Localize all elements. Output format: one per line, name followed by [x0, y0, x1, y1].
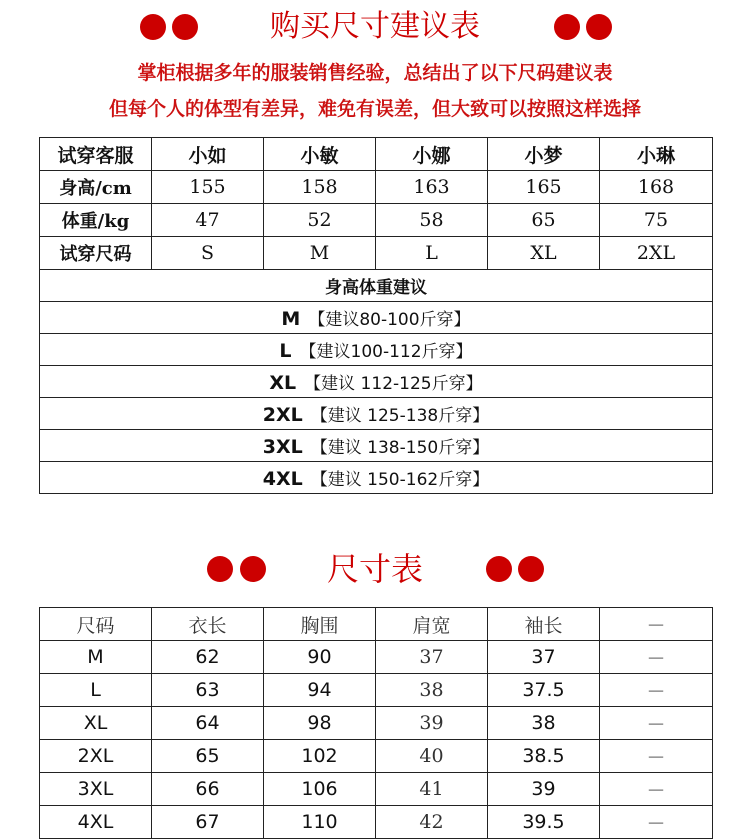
table-cell: 67: [152, 806, 264, 839]
table-cell: －: [600, 641, 713, 674]
header-cell: 衣长: [152, 608, 264, 641]
table-cell: 58: [376, 204, 488, 237]
recommendation-cell: [40, 462, 713, 494]
table-cell: 65: [152, 740, 264, 773]
recommendation-title-row: [40, 270, 713, 302]
table-cell: 90: [264, 641, 376, 674]
recommendation-cell: [40, 302, 713, 334]
table-header-row: [40, 138, 713, 171]
table-cell: 39: [376, 707, 488, 740]
table-cell: －: [600, 740, 713, 773]
table-row: [40, 806, 713, 839]
table-row: [40, 171, 713, 204]
recommendation-title: 身高体重建议: [40, 270, 713, 302]
table-cell: 102: [264, 740, 376, 773]
recommendation-row: [40, 462, 713, 494]
recommendation-row: [40, 430, 713, 462]
recommendation-row: [40, 366, 713, 398]
table-cell: 37: [488, 641, 600, 674]
table-cell: 2XL: [40, 740, 152, 773]
table-cell: 110: [264, 806, 376, 839]
size-chart-title-row: [0, 543, 750, 593]
recommendation-text: 【建议80-100斤穿】: [308, 310, 471, 330]
red-dot-icon: [554, 14, 580, 40]
recommendation-cell: [40, 366, 713, 398]
header-cell: －: [600, 608, 713, 641]
recommendation-row: [40, 334, 713, 366]
table-row: [40, 641, 713, 674]
table-row: [40, 707, 713, 740]
row-label-cell: 试穿尺码: [40, 237, 152, 270]
table-cell: 39.5: [488, 806, 600, 839]
recommendation-text: 【建议 138-150斤穿】: [310, 438, 490, 458]
table-cell: 3XL: [40, 773, 152, 806]
table-cell: 47: [152, 204, 264, 237]
table-cell: L: [40, 674, 152, 707]
table-cell: M: [264, 237, 376, 270]
table-row: [40, 237, 713, 270]
red-dot-icon: [518, 556, 544, 582]
recommendation-text: 【建议 150-162斤穿】: [310, 470, 490, 490]
table-cell: 66: [152, 773, 264, 806]
table-cell: 38: [376, 674, 488, 707]
table-row: [40, 204, 713, 237]
table-cell: 41: [376, 773, 488, 806]
table-cell: －: [600, 806, 713, 839]
table-cell: 163: [376, 171, 488, 204]
table-cell: 165: [488, 171, 600, 204]
table-cell: 2XL: [600, 237, 713, 270]
recommendation-size: M: [281, 308, 301, 330]
intro-line-2: 但每个人的体型有差异，难免有误差，但大致可以按照这样选择: [108, 98, 641, 120]
recommendation-size: XL: [269, 372, 297, 394]
recommendation-size: 3XL: [262, 436, 303, 458]
table-cell: 155: [152, 171, 264, 204]
header-cell: 尺码: [40, 608, 152, 641]
recommendation-size: 4XL: [262, 468, 303, 490]
table-cell: 168: [600, 171, 713, 204]
table-header-row: [40, 608, 713, 641]
table-cell: 38: [488, 707, 600, 740]
table-row: [40, 674, 713, 707]
table-cell: 75: [600, 204, 713, 237]
header-cell: 胸围: [264, 608, 376, 641]
size-chart-title: 尺寸表: [326, 550, 423, 588]
red-dot-icon: [586, 14, 612, 40]
table-cell: －: [600, 707, 713, 740]
table-cell: 158: [264, 171, 376, 204]
recommendation-cell: [40, 398, 713, 430]
row-label-cell: 身高/cm: [40, 171, 152, 204]
table-cell: 42: [376, 806, 488, 839]
header-cell: 肩宽: [376, 608, 488, 641]
header-cell: 小敏: [264, 138, 376, 171]
table-row: [40, 773, 713, 806]
table-cell: S: [152, 237, 264, 270]
recommendation-size: L: [279, 340, 292, 362]
row-label-cell: 体重/kg: [40, 204, 152, 237]
table-cell: 52: [264, 204, 376, 237]
recommendation-text: 【建议 125-138斤穿】: [310, 406, 490, 426]
recommendation-size: 2XL: [262, 404, 303, 426]
size-chart-table: [39, 607, 713, 839]
table-row: [40, 740, 713, 773]
recommendation-cell: [40, 430, 713, 462]
header-cell: 小梦: [488, 138, 600, 171]
table-cell: 94: [264, 674, 376, 707]
header-cell: 小娜: [376, 138, 488, 171]
table-cell: 39: [488, 773, 600, 806]
recommendation-cell: [40, 334, 713, 366]
table-cell: －: [600, 674, 713, 707]
recommendation-text: 【建议100-112斤穿】: [299, 342, 473, 362]
header-cell: 试穿客服: [40, 138, 152, 171]
table-cell: XL: [40, 707, 152, 740]
recommendation-row: [40, 398, 713, 430]
table-cell: －: [600, 773, 713, 806]
table-cell: 37.5: [488, 674, 600, 707]
header-cell: 小如: [152, 138, 264, 171]
red-dot-icon: [486, 556, 512, 582]
trial-fit-table: [39, 137, 713, 494]
table-cell: 38.5: [488, 740, 600, 773]
purchase-size-title-row: [0, 2, 750, 52]
header-cell: 袖长: [488, 608, 600, 641]
table-cell: XL: [488, 237, 600, 270]
table-cell: 98: [264, 707, 376, 740]
table-cell: 37: [376, 641, 488, 674]
table-cell: 106: [264, 773, 376, 806]
intro-line-1: 掌柜根据多年的服装销售经验，总结出了以下尺码建议表: [137, 62, 613, 84]
table-cell: 40: [376, 740, 488, 773]
table-cell: 63: [152, 674, 264, 707]
table-cell: 65: [488, 204, 600, 237]
purchase-size-title: 购买尺寸建议表: [270, 9, 480, 44]
recommendation-text: 【建议 112-125斤穿】: [304, 374, 483, 394]
table-cell: 62: [152, 641, 264, 674]
table-cell: 4XL: [40, 806, 152, 839]
header-cell: 小琳: [600, 138, 713, 171]
table-cell: 64: [152, 707, 264, 740]
table-cell: L: [376, 237, 488, 270]
recommendation-row: [40, 302, 713, 334]
table-cell: M: [40, 641, 152, 674]
